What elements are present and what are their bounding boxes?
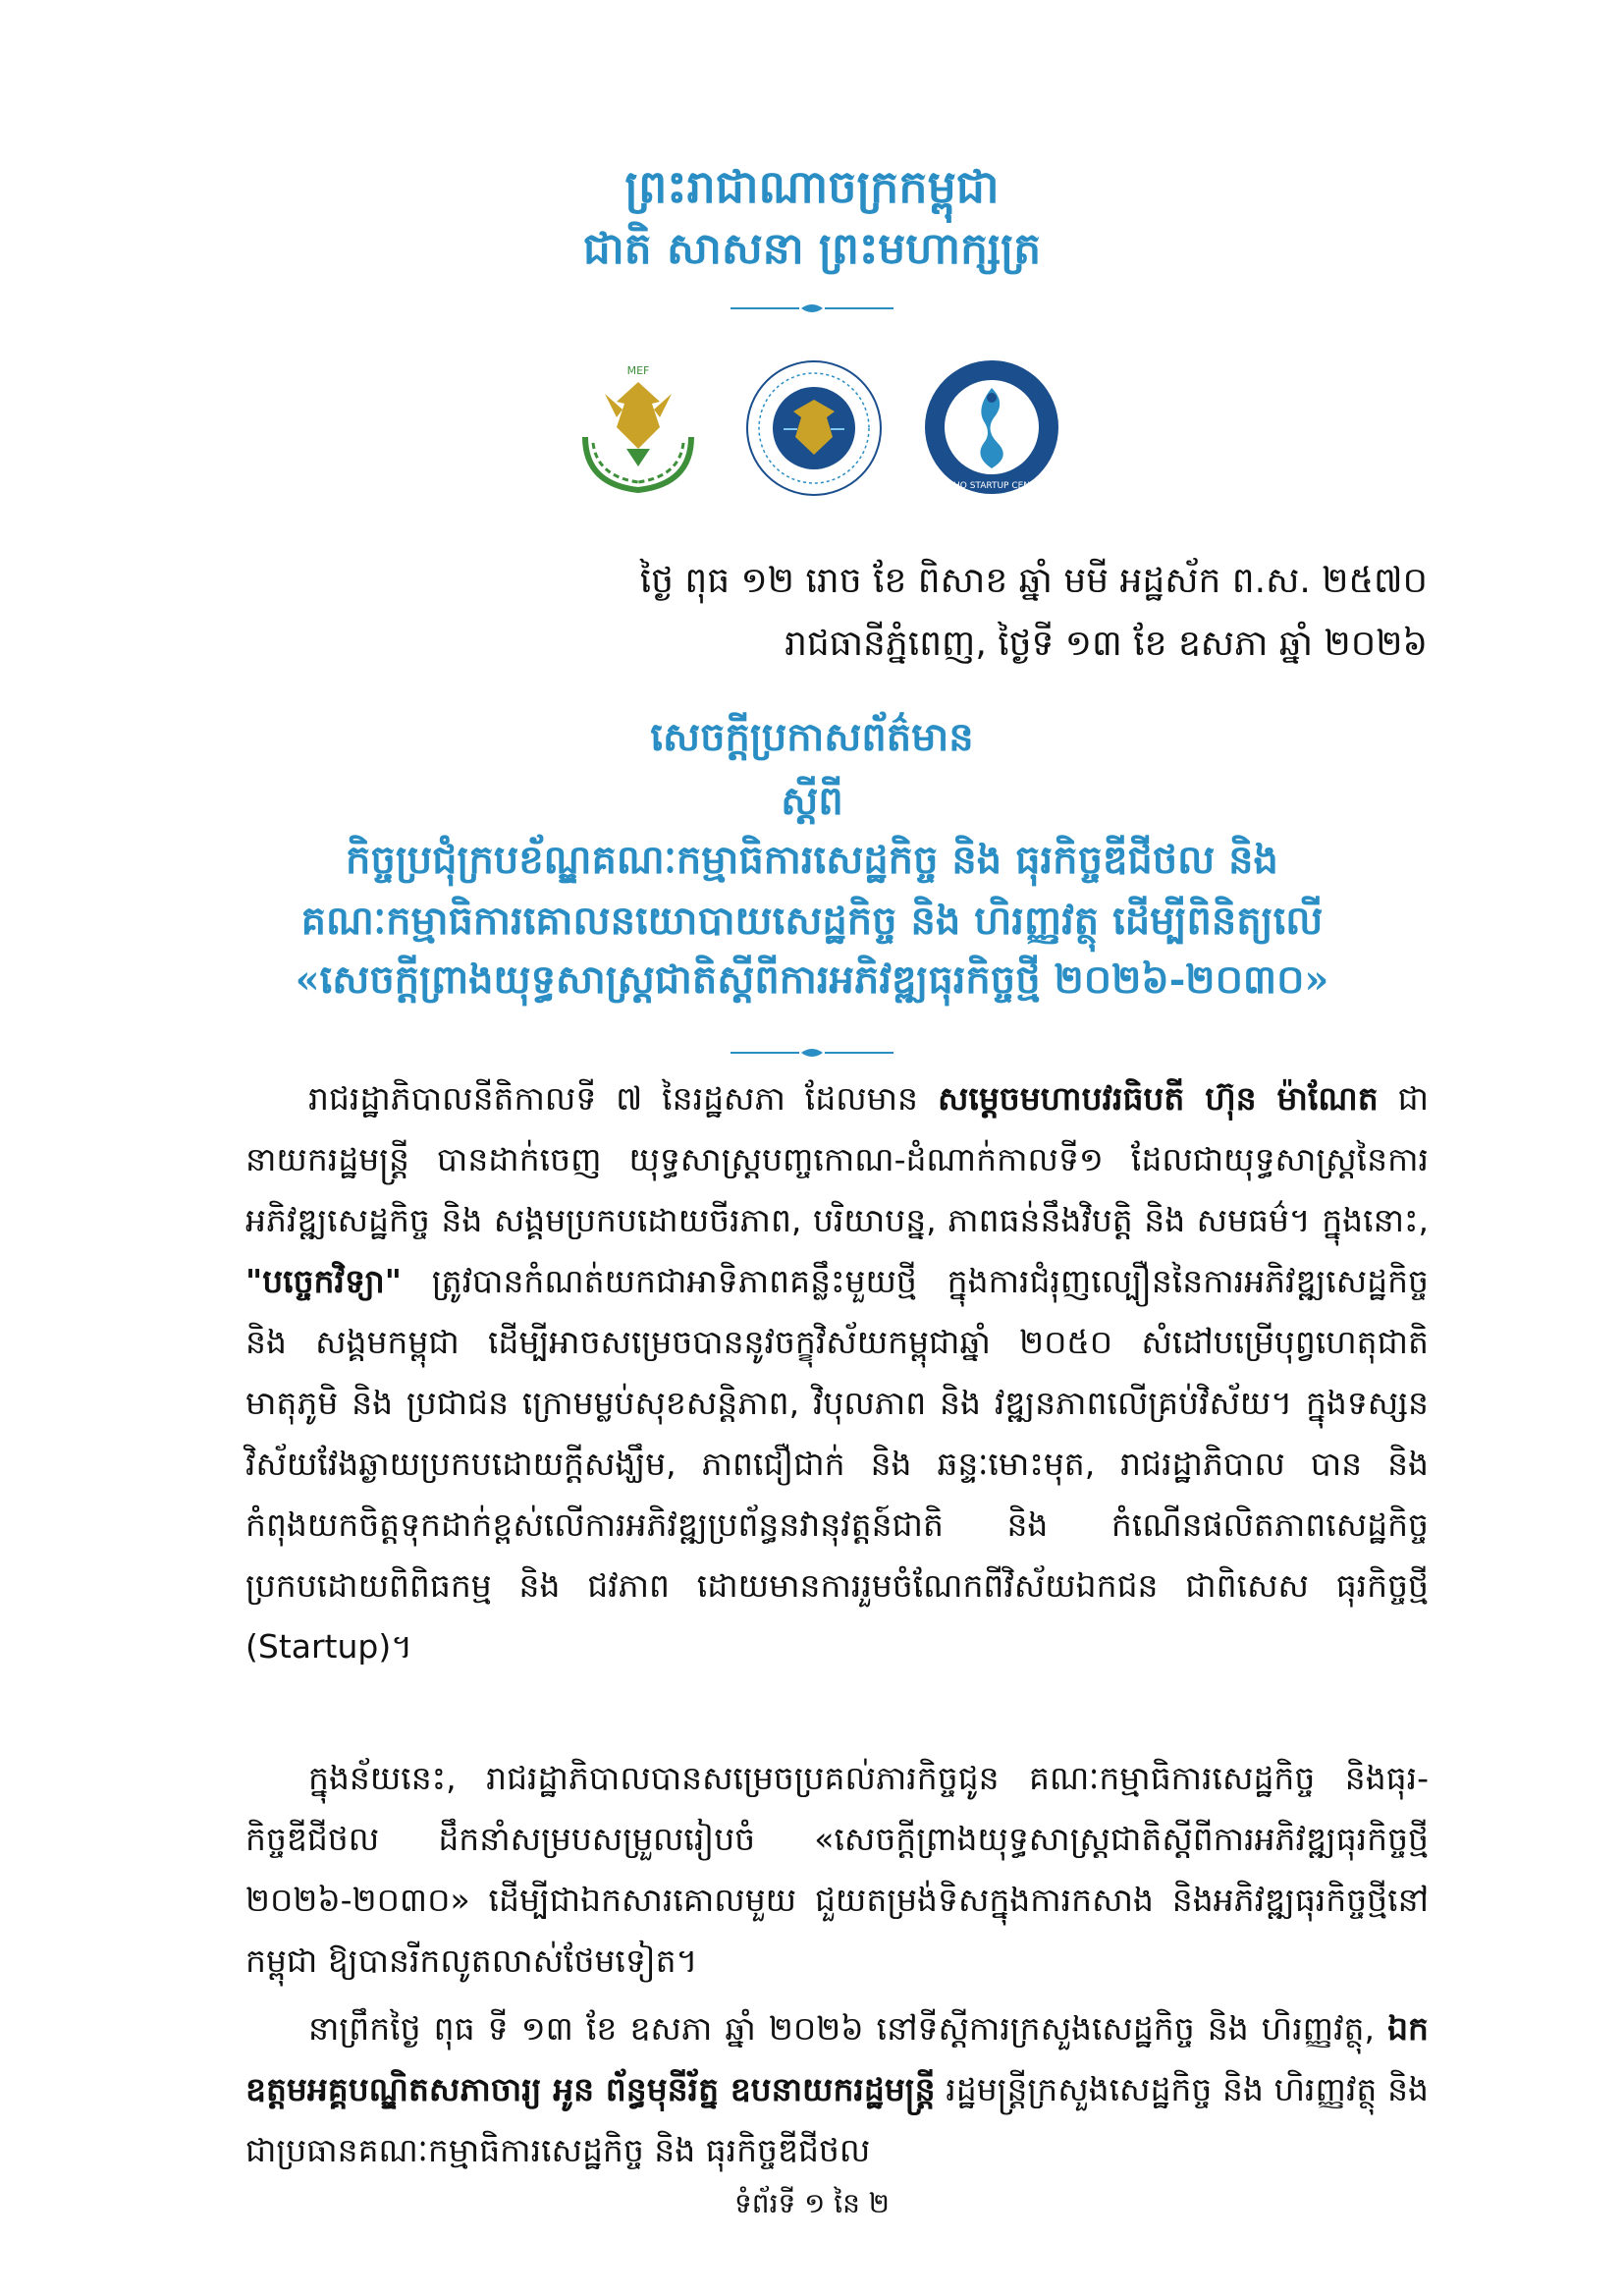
title-subject-label: ស្តីពី — [781, 778, 843, 824]
national-motto: ជាតិ សាសនា ព្រះមហាក្សត្រ — [582, 224, 1042, 274]
page-number: ទំព័រទី ១ នៃ ២ — [734, 2187, 890, 2219]
svg-text:TECHO STARTUP CENTER: TECHO STARTUP CENTER — [936, 481, 1048, 491]
body-paragraph — [245, 1998, 1429, 2181]
svg-text:MEF: MEF — [626, 364, 650, 377]
divider-ornament — [731, 302, 893, 314]
paragraph-text: ត្រូវបានកំណត់យកជាអាទិភាពគន្លឹះមួយថ្មី ក្នុងការជំរុញល្បឿននៃការអភិវឌ្ឍសេដ្ឋកិច្ច និង សង្គមកម្ពុជា ដើម្បីអាចសម្រេចបាននូវចក្ខុវិស័យកម្ពុជាឆ្នាំ ២០៥០ សំដៅបម្រើបុព្វហេតុជាតិមាតុភូមិ និង ប្រជាជន ក្រោមម្លប់សុខសន្តិភាព, វិបុលភាព និង វឌ្ឍនភាពលើគ្រប់វិស័យ។ ក្នុងទស្សនវិស័យវែងឆ្ងាយប្រកបដោយក្តីសង្ឃឹម, ភាពជឿជាក់ និង ឆន្ទៈមោះមុត, រាជរដ្ឋាភិបាល បាន និង កំពុងយកចិត្តទុកដាក់ខ្ពស់លើការអភិវឌ្ឍប្រព័ន្ធនវានុវត្តន៍ជាតិ និង កំណើនផលិតភាពសេដ្ឋកិច្ច ប្រកបដោយពិពិធកម្ម និង ជវភាព ដោយមានការរួមចំណែកពីវិស័យឯកជន ជាពិសេស ធុរកិច្ចថ្មី (Startup)។ — [245, 1262, 1429, 1666]
divider-ornament — [731, 1047, 893, 1059]
ministry-economy-finance-logo-icon — [566, 358, 711, 496]
document-title: សេចក្តីប្រកាសព័ត៌មាន — [650, 714, 974, 760]
title-subject-line: គណៈកម្មាធិការគោលនយោបាយសេដ្ឋកិច្ច និង ហិរញ្ញវត្ថុ ដើម្បីពិនិត្យលើ — [300, 898, 1324, 944]
paragraph-text: រដ្ឋមន្ត្រីក្រសួងសេដ្ឋកិច្ច និង ហិរញ្ញវត្ថុ និង ជាប្រធានគណៈកម្មាធិការសេដ្ឋកិច្ច និង ធុរកិច្ចឌីជីថល — [245, 2070, 1429, 2169]
digital-economy-committee-logo-icon — [744, 358, 884, 498]
paragraph-text: នាព្រឹកថ្ងៃ ពុធ ទី ១៣ ខែ ឧសភា ឆ្នាំ ២០២៦ នៅទីស្តីការក្រសួងសេដ្ឋកិច្ច និង ហិរញ្ញវត្ថុ, — [308, 2009, 1388, 2048]
body-paragraph — [245, 1068, 1429, 1677]
paragraph-text: រាជរដ្ឋាភិបាលនីតិកាលទី ៧ នៃរដ្ឋសភា ដែលមាន — [308, 1079, 938, 1118]
title-subject-line: កិច្ចប្រជុំក្របខ័ណ្ឌគណៈកម្មាធិការសេដ្ឋកិច្ច និង ធុរកិច្ចឌីជីថល និង — [346, 837, 1278, 883]
emphasized-name: ឯកឧត្តមអគ្គបណ្ឌិតសភាចារ្យ អូន ព័ន្ធមុនីរ័ត្ន ឧបនាយករដ្ឋមន្ត្រី — [245, 2009, 1429, 2108]
emphasized-name: សម្តេចមហាបវរធិបតី ហ៊ុន ម៉ាណែត — [937, 1079, 1379, 1118]
body-paragraph — [245, 1748, 1429, 1992]
paragraph-text: ជានាយករដ្ឋមន្ត្រី បានដាក់ចេញ យុទ្ធសាស្ត្របញ្ចកោណ-ដំណាក់កាលទី១ ដែលជាយុទ្ធសាស្ត្រនៃការអភិវឌ្ឍសេដ្ឋកិច្ច និង សង្គមប្រកបដោយចីរភាព, បរិយាបន្ន, ភាពធន់នឹងវិបត្តិ និង សមធម៌។ ក្នុងនោះ, — [245, 1079, 1430, 1239]
title-subject-line: «សេចក្តីព្រាងយុទ្ធសាស្ត្រជាតិស្តីពីការអភិវឌ្ឍធុរកិច្ចថ្មី ២០២៦-២០៣០» — [295, 957, 1329, 1003]
techo-startup-center-logo-icon — [923, 358, 1060, 496]
emphasized-term: "បច្ចេកវិទ្យា" — [245, 1262, 402, 1300]
lunar-date: ថ្ងៃ ពុធ ១២ រោច ខែ ពិសាខ ឆ្នាំ មមី អដ្ឋស័ក ព.ស. ២៥៧០ — [639, 561, 1428, 601]
kingdom-heading: ព្រះរាជាណាចក្រកម្ពុជា — [624, 160, 1000, 213]
paragraph-text: ក្នុងន័យនេះ, រាជរដ្ឋាភិបាលបានសម្រេចប្រគល់ភារកិច្ចជូន គណៈកម្មាធិការសេដ្ឋកិច្ច និងធុរ-កិច្ចឌីជីថល ដឹកនាំសម្របសម្រួលរៀបចំ «សេចក្តីព្រាងយុទ្ធសាស្ត្រជាតិស្តីពីការអភិវឌ្ឍធុរកិច្ចថ្មី ២០២៦-២០៣០» ដើម្បីជាឯកសារគោលមួយ ជួយតម្រង់ទិសក្នុងការកសាង និងអភិវឌ្ឍធុរកិច្ចថ្មីនៅកម្ពុជា ឱ្យបានរីកលូតលាស់ថែមទៀត។ — [245, 1759, 1429, 1980]
gregorian-date: រាជធានីភ្នំពេញ, ថ្ងៃទី ១៣ ខែ ឧសភា ឆ្នាំ ២០២៦ — [785, 624, 1428, 664]
